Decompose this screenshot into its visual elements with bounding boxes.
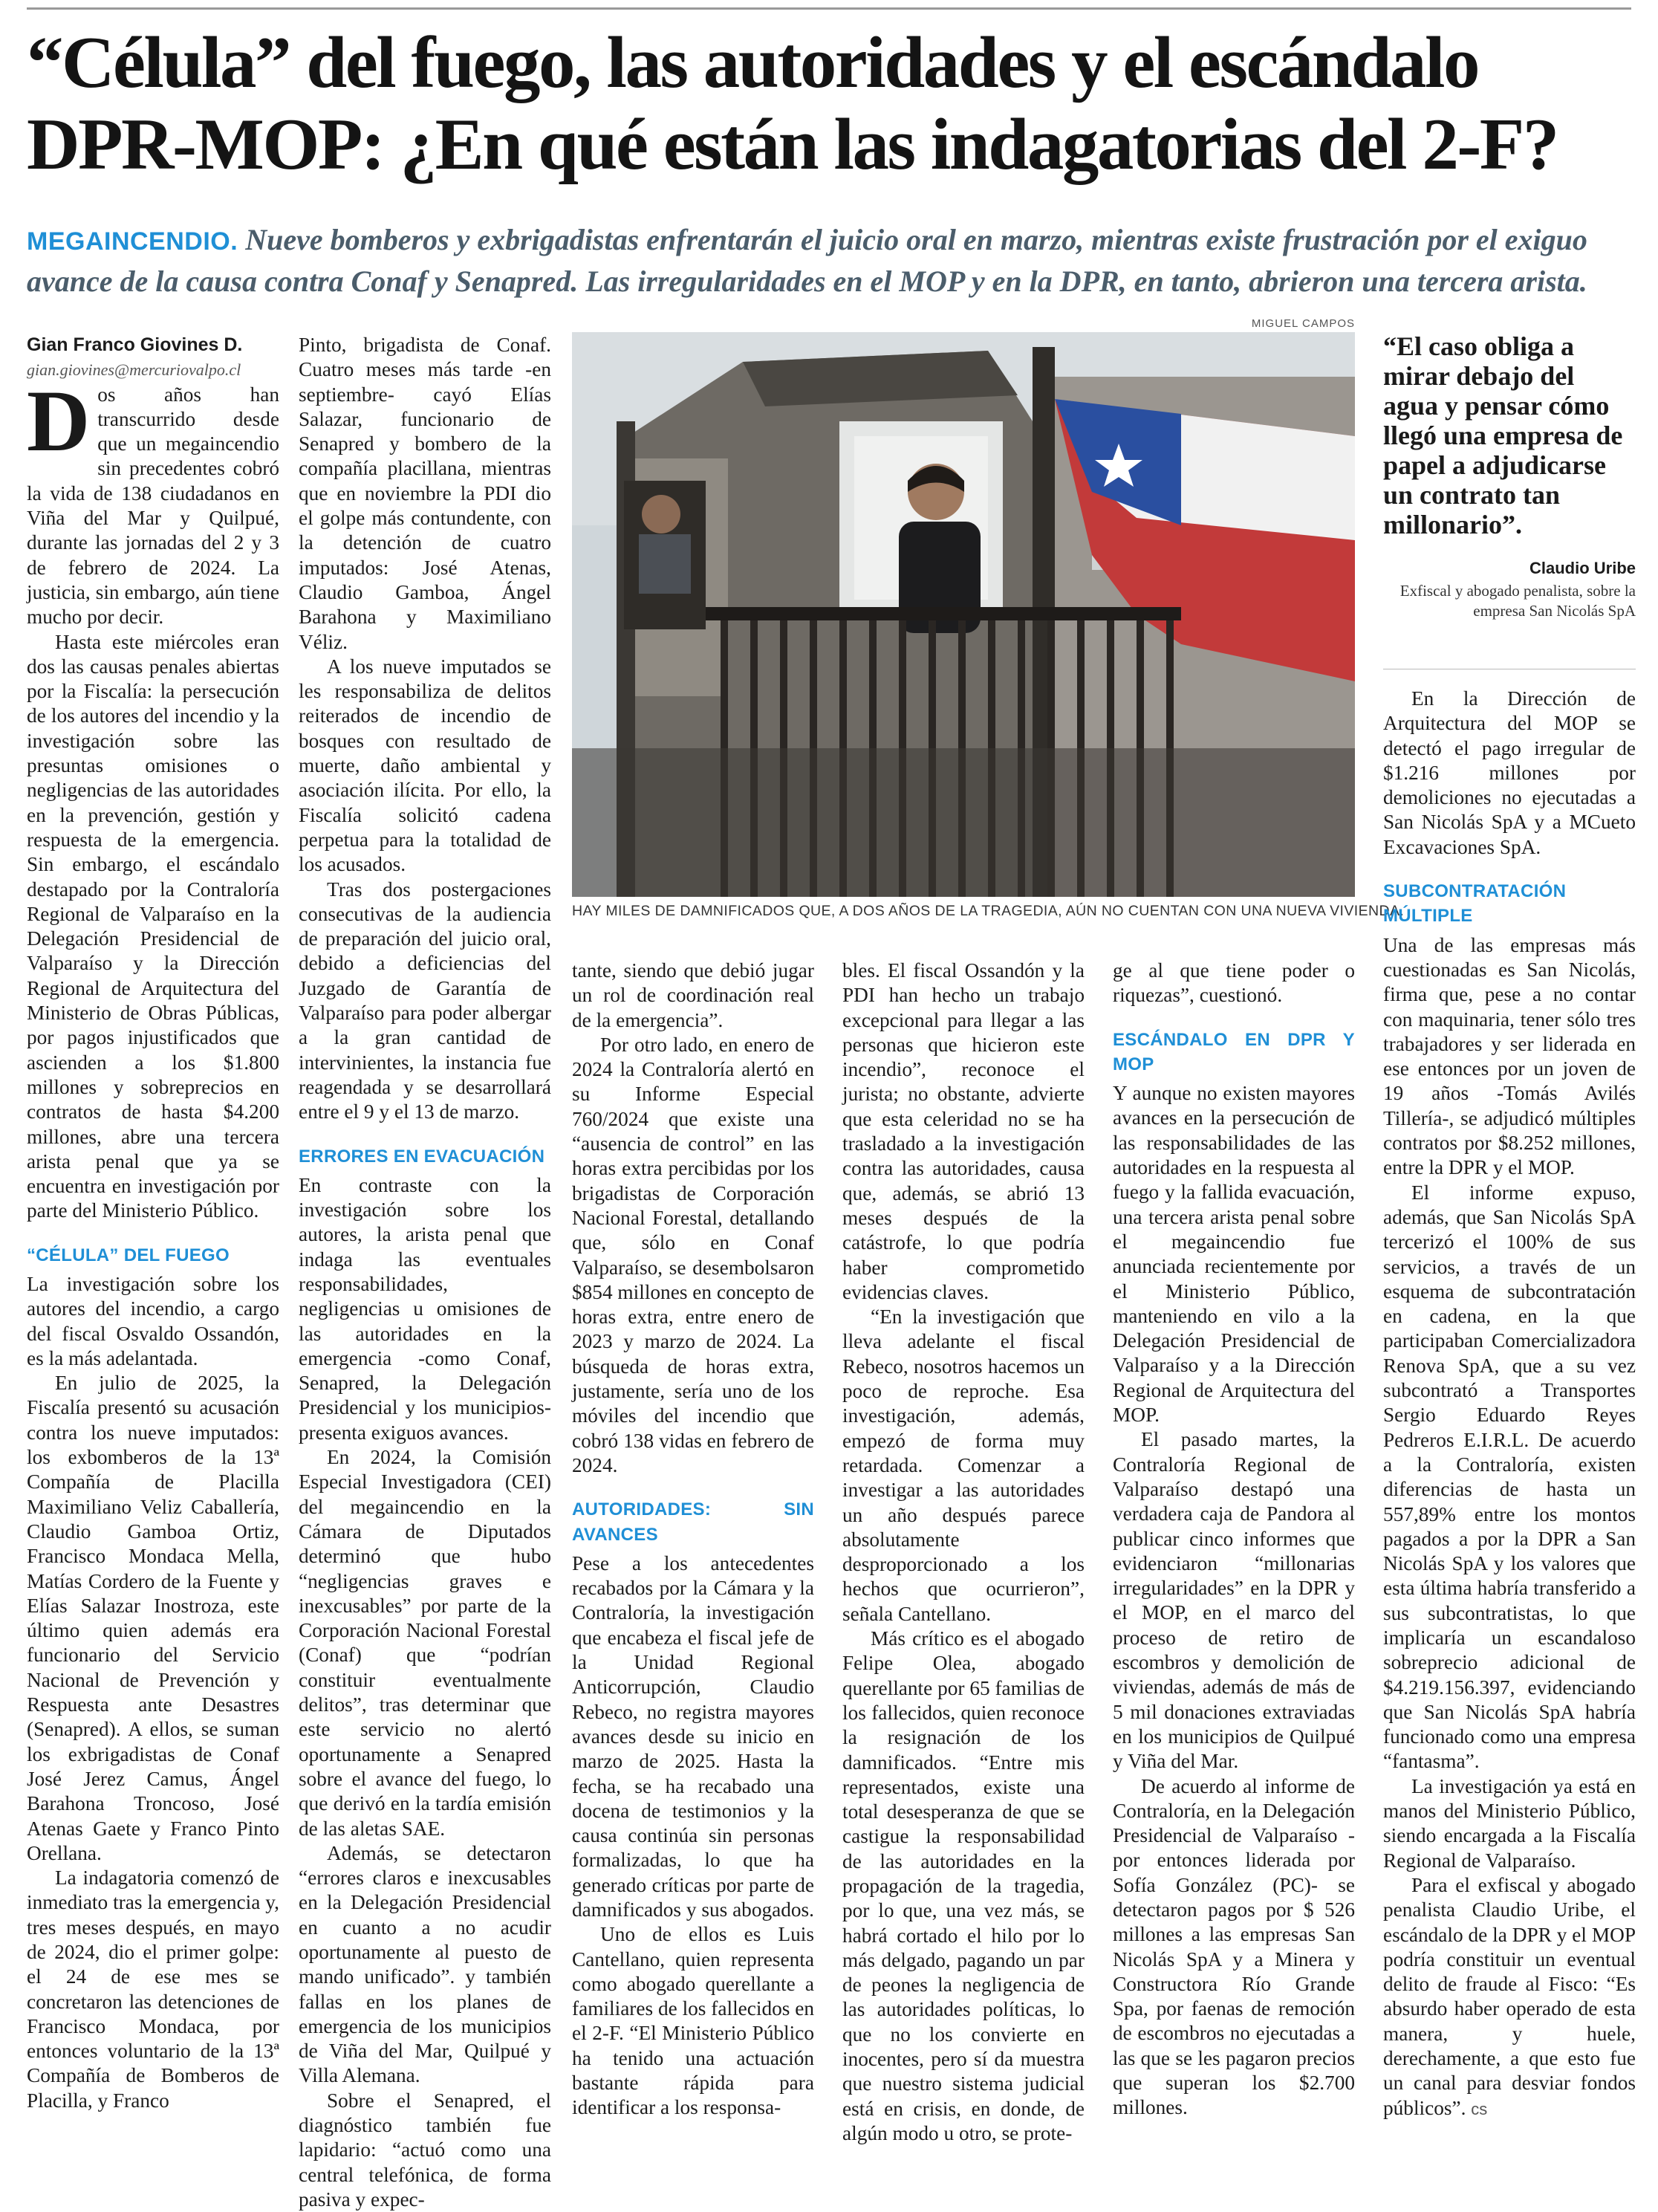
paragraph: Pese a los antecedentes recabados por la Cámara y la Contraloría, la investigación que encabeza el fiscal jefe de la Unidad Regional Anticorrupción, Claudio Rebeco, no registra mayores avances desde su inicio en marzo de 2025. Hasta la fecha, se ha recabado una docena de testimonios y la causa continúa sin personas formalizadas, lo que ha generado críticas por parte de damnificados y sus abogados. [572, 1551, 814, 1921]
pull-quote-name: Claudio Uribe [1529, 559, 1636, 577]
paragraph: De acuerdo al informe de Contraloría, en la Delegación Presidencial de Valparaíso -por entonces liderada por Sofía González (PC)- se detectaron pagos por $ 526 millones a las empresas San Nicolás SpA y a Minera y Constructora Río Grande Spa, por faenas de remoción de escombros no ejecutadas a las que se les pagaron precios que superan los $2.700 millones. [1113, 1774, 1355, 2119]
subheading: ESCÁNDALO EN DPR Y MOP [1113, 1029, 1355, 1074]
paragraph: Para el exfiscal y abogado penalista Claudio Uribe, el escándalo de la DPR y el MOP podría constituir un eventual delito de fraude al Fisco: “Es absurdo haber operado de esta manera, y huele, derechamente, a que esto fue un canal para desviar fondos públicos”. cs [1383, 1873, 1636, 2119]
column-6 [1383, 687, 1636, 2121]
end-mark: cs [1471, 2099, 1488, 2118]
subheading: AUTORIDADES: SIN AVANCES [572, 1499, 814, 1545]
paragraph: Más crítico es el abogado Felipe Olea, abogado querellante por 65 familias de los fallecidos, quien reconoce la resignación de los damnificados. “Entre mis representados, existe una total desesperanza de que se castigue la responsabilidad de las autoridades en la propagación de la tragedia, por lo que, una vez más, se habrá cortado el hilo por lo más delgado, pagando un par de peones la negligencia de las autoridades políticas, lo que no los convierte en inocentes, pero sí da muestra que nuestro sistema judicial está en crisis, en donde, de algún modo u otro, se prote- [842, 1627, 1085, 2144]
headline-line-2: DPR-MOP: ¿En qué están las indagatorias del 2-F? [27, 104, 1558, 185]
paragraph: La investigación ya está en manos del Ministerio Público, siendo encargada a la Fiscalía Regional de Valparaíso. [1383, 1774, 1636, 1872]
paragraph: Sobre el Senapred, el diagnóstico también fue lapidario: “actuó como una central telefónica, de forma pasiva y expec- [299, 2089, 551, 2211]
top-rule [27, 7, 1631, 10]
paragraph: En 2024, la Comisión Especial Investigadora (CEI) del megaincendio en la Cámara de Diputados determinó que hubo “negligencias graves e inexcusables” por parte de la Corporación Nacional Forestal (Conaf) que “podrían constituir eventualmente delitos”, tras determinar que este servicio no alertó oportunamente a Senapred sobre el avance del fuego, lo que derivó en la tardía emisión de las aletas SAE. [299, 1446, 551, 1840]
paragraph: Además, se detectaron “errores claros e inexcusables en la Delegación Presidencial en cuanto a no acudir oportunamente al puesto de mando unificado”. y también fallas en los planes de emergencia de los municipios de Viña del Mar, Quilpué y Villa Alemana. [299, 1841, 551, 2087]
pull-quote-role: Exfiscal y abogado penalista, sobre la empresa San Nicolás SpA [1399, 582, 1636, 620]
column-1 [27, 333, 279, 2113]
paragraph: La investigación sobre los autores del incendio, a cargo del fiscal Osvaldo Ossandón, es la más adelantada. [27, 1272, 279, 1369]
subheading: ERRORES EN EVACUACIÓN [299, 1146, 545, 1167]
paragraph: Por otro lado, en enero de 2024 la Contraloría alertó en su Informe Especial 760/2024 que existe una “ausencia de control” en las horas extra percibidas por los brigadistas de Corporación Nacional Forestal, detallando que, sólo en Conaf Valparaíso, se desembolsaron $854 millones en concepto de horas extra, entre enero de 2023 y marzo de 2024. La búsqueda de horas extra, justamente, sería uno de los móviles del incendio que cobró 138 vidas en febrero de 2024. [572, 1033, 814, 1476]
column-4 [842, 959, 1085, 2146]
pull-quote: “El caso obliga a mirar debajo del agua y pensar cómo llegó una empresa de papel a adjudicarse un contrato tan millonario”. [1383, 331, 1623, 539]
paragraph: bles. El fiscal Ossandón y la PDI han hecho un trabajo excepcional para llegar a las personas que hicieron este incendio”, reconoce el jurista; no obstante, advierte que esta celeridad no se ha trasladado a la investigación contra las autoridades, causa que, además, se abrió 13 meses después de la catástrofe, lo que podría haber comprometido evidencias claves. [842, 959, 1085, 1303]
paragraph: Una de las empresas más cuestionadas es San Nicolás, firma que, pese a no contar con maquinaria, tener sólo tres trabajadores y ser liderada en ese entonces por un joven de 19 años -Tomás Avilés Tillería-, se adjudicó múltiples contratos por $8.252 millones, entre la DPR y el MOP. [1383, 933, 1636, 1179]
dek-kicker: MEGAINCENDIO. [27, 227, 238, 256]
photo-credit: MIGUEL CAMPOS [1251, 317, 1355, 330]
byline-author: Gian Franco Giovines D. [27, 334, 243, 355]
paragraph: tante, siendo que debió jugar un rol de coordinación real de la emergencia”. [572, 959, 814, 1031]
dek-text: Nueve bomberos y exbrigadistas enfrentarán el juicio oral en marzo, mientras existe frustración por el exiguo avance de la causa contra Conaf y Senapred. Las irregularidades en el MOP y en la DPR, en tanto, abrieron una tercera arista. [27, 223, 1587, 298]
photo-illustration [572, 332, 1355, 897]
paragraph: Tras dos postergaciones consecutivas de la audiencia de preparación del juicio oral, debido a deficiencias del Juzgado de Garantía de Valparaíso para poder albergar a la gran cantidad de intervinientes, la instancia fue reagendada y se desarrollará entre el 9 y el 13 de marzo. [299, 878, 551, 1123]
subheading: “CÉLULA” DEL FUEGO [27, 1245, 230, 1265]
paragraph: El pasado martes, la Contraloría Regional de Valparaíso destapó una verdadera caja de Pandora al publicar cinco informes que evidenciaron “millonarias irregularidades” en la DPR y el MOP, en el marco del proceso de retiro de escombros y demolición de viviendas, además de más de 5 mil donaciones extraviadas en los municipios de Quilpué y Viña del Mar. [1113, 1428, 1355, 1773]
column-2 [299, 333, 551, 2212]
paragraph: En contraste con la investigación sobre los autores, la arista penal que indaga las eventuales responsabilidades, negligencias u omisiones de las autoridades en la emergencia -como Conaf, Senapred, la Delegación Presidencial y los municipios- presenta exiguos avances. [299, 1173, 551, 1444]
column-5 [1113, 959, 1355, 2121]
paragraph: En julio de 2025, la Fiscalía presentó su acusación contra los nueve imputados: los exbomberos de la 13ª Compañía de Placilla Maximiliano Veliz Caballería, Claudio Gamboa Ortiz, Francisco Mondaca Mella, Matías Cordero de la Fuente y Elías Salazar Inostroza, este último quien además era funcionario del Servicio Nacional de Prevención y Respuesta ante Desastres (Senapred). A ellos, se suman los exbrigadistas de Conaf José Jerez Camus, Ángel Barahona Troncoso, José Atenas Gaete y Franco Pinto Orellana. [27, 1372, 279, 1864]
paragraph: En la Dirección de Arquitectura del MOP se detectó el pago irregular de $1.216 millones por demoliciones no ejecutadas a San Nicolás SpA y a MCueto Excavaciones SpA. [1383, 687, 1636, 858]
dek [27, 220, 1631, 302]
headline-line-1: “Célula” del fuego, las autoridades y el escándalo [27, 22, 1479, 103]
photo-caption: HAY MILES DE DAMNIFICADOS QUE, A DOS AÑOS DE LA TRAGEDIA, AÚN NO CUENTAN CON UNA NUEVA VIVIENDA. [572, 903, 1405, 919]
photo [572, 332, 1355, 897]
paragraph: A los nueve imputados se les responsabiliza de delitos reiterados de incendio de bosques con resultado de muerte, daño ambiental y asociación ilícita. Por ello, la Fiscalía solicitó cadena perpetua para la totalidad de los acusados. [299, 655, 551, 876]
lead-paragraph: Dos años han transcurrido desde que un megaincendio sin precedentes cobró la vida de 138 ciudadanos en Viña del Mar y Quilpué, durante las jornadas del 2 y 3 de febrero de 2024. La justicia, sin embargo, aún tiene mucho por decir. [27, 372, 279, 629]
byline-email: gian.giovines@mercuriovalpo.cl [27, 360, 241, 380]
drop-cap: D [27, 372, 91, 470]
paragraph: “En la investigación que lleva adelante el fiscal Rebeco, nosotros hacemos un poco de reproche. Esa investigación, además, empezó de forma muy retardada. Comenzar a investigar a las autoridades un año después parece absolutamente desproporcionado a los hechos que ocurrieron”, señala Cantellano. [842, 1306, 1085, 1625]
paragraph: Hasta este miércoles eran dos las causas penales abiertas por la Fiscalía: la persecución de los autores del incendio y la investigación sobre las presuntas omisiones o negligencias de las autoridades en la prevención, gestión y respuesta de la emergencia. Sin embargo, el escándalo destapado por la Contraloría Regional de Valparaíso en la Delegación Presidencial de Valparaíso y la Dirección Regional de Arquitectura del Ministerio de Obras Públicas, por pagos injustificados que ascienden a los $1.800 millones y sobreprecios en contratos de hasta $4.200 millones, abre una tercera arista penal que ya se encuentra en investigación por parte del Ministerio Público. [27, 630, 279, 1222]
paragraph: Y aunque no existen mayores avances en la persecución de las responsabilidades de las autoridades en la respuesta al fuego y la fallida evacuación, una tercera arista penal sobre el megaincendio fue anunciada recientemente por el Ministerio Público, manteniendo en vilo a la Delegación Presidencial de Valparaíso y a la Dirección Regional de Arquitectura del MOP. [1113, 1082, 1355, 1427]
paragraph: Uno de ellos es Luis Cantellano, quien representa como abogado querellante a familiares de los fallecidos en el 2-F. “El Ministerio Público ha tenido una actuación bastante rápida para identificar a los responsa- [572, 1923, 814, 2119]
paragraph: La indagatoria comenzó de inmediato tras la emergencia y, tres meses después, en mayo de 2024, dio el primer golpe: el 24 de ese mes se concretaron las detenciones de Francisco Mondaca, por entonces voluntario de la 13ª Compañía de Bomberos de Placilla, y Franco [27, 1866, 279, 2112]
paragraph: Pinto, brigadista de Conaf. Cuatro meses más tarde -en septiembre- cayó Elías Salazar, funcionario de Senapred y bombero de la compañía placillana, mientras que en noviembre la PDI dio el golpe más contundente, con la detención de cuatro imputados: José Atenas, Claudio Gamboa, Ángel Barahona y Maximiliano Véliz. [299, 334, 551, 653]
paragraph: El informe expuso, además, que San Nicolás SpA tercerizó el 100% de sus servicios, a través de un esquema de subcontratación en cadena, en la que participaban Comercializadora Renova SpA, que a su vez subcontrató a Transportes Sergio Eduardo Reyes Pedreros E.I.R.L. De acuerdo a la Contraloría, existen diferencias de hasta un 557,89% entre los montos pagados a por la DPR a San Nicolás SpA y los valores que esta última habría transferido a sus subcontratistas, lo que implicaría un escandaloso sobreprecio adicional de $4.219.156.397, evidenciando que San Nicolás SpA habría funcionado como una empresa “fantasma”. [1383, 1181, 1636, 1773]
column-3 [572, 959, 814, 2121]
headline [27, 22, 1639, 186]
subheading: SUBCONTRATACIÓN MÚLTIPLE [1383, 881, 1567, 927]
paragraph: ge al que tiene poder o riquezas”, cuestionó. [1113, 959, 1355, 1007]
